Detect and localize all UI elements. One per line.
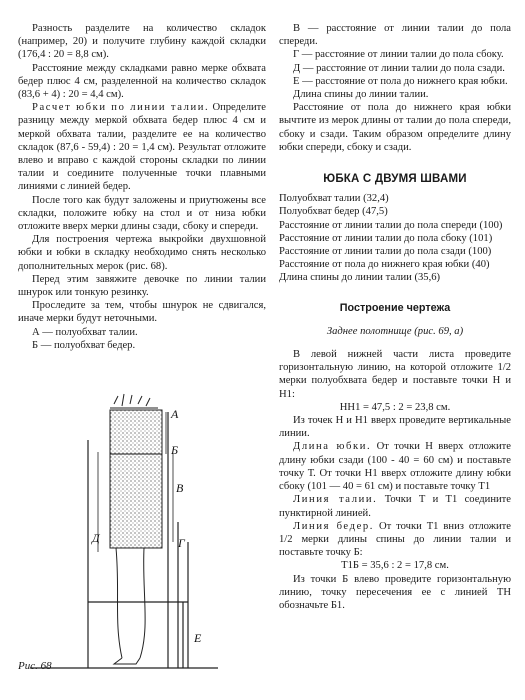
paragraph: Длина спины до линии талии.: [293, 89, 429, 101]
label-b: Б: [171, 443, 179, 457]
measurements-list: [279, 192, 511, 284]
measurement-item: Расстояние от линии талии до пола спереди (100): [279, 219, 503, 231]
paragraph: [279, 440, 511, 493]
left-column: [18, 22, 266, 352]
run-in-heading: Длина юбки.: [293, 441, 372, 453]
section-heading: ЮБКА С ДВУМЯ ШВАМИ: [323, 173, 467, 186]
paragraph: В — расстояние от линии талии до пола спереди.: [279, 23, 511, 48]
paragraph-text: Определите разницу между меркой обхвата бедер плюс 4 см и меркой обхвата талии, разделите ее на количество складок (87,6 - 59,4) : 20 = 1,4 см). Результат отложите влево и вправо с каждой стороны складки по линии талии и соедините полученные точки плавными линиями с линией бедер.: [18, 102, 266, 193]
paragraph: А — полуобхват талии.: [32, 326, 138, 338]
run-in-heading: Расчет юбки по линии талии.: [32, 102, 210, 114]
formula: НН1 = 47,5 : 2 = 23,8 см.: [339, 401, 451, 413]
paragraph: Г — расстояние от линии талии до пола сбоку.: [293, 49, 504, 61]
paragraph-text: От точки Т1 вниз отложите 1/2 мерки длины спины до линии талии и поставьте точку Б:: [279, 520, 511, 559]
label-a: А: [171, 407, 179, 421]
paragraph: [18, 101, 266, 193]
paragraph: [279, 493, 511, 519]
paragraph-text: Точки Т и Т1 соедините пунктирной линией.: [279, 494, 512, 519]
paragraph: Из точек Н и Н1 вверх проведите вертикальные линии.: [279, 415, 511, 440]
paragraph: Перед этим завяжите девочке по линии талии шнурок или тонкую резинку.: [18, 273, 266, 299]
measurement-item: Полуобхват бедер (47,5): [279, 206, 388, 218]
paragraph: [279, 520, 511, 560]
formula: Т1Б = 35,6 : 2 = 17,8 см.: [341, 560, 449, 572]
paragraph: Расстояние между складками равно мерке обхвата бедер плюс 4 см, разделенной на количество складок (83,6 + 4) : 20 = 4,4 см).: [18, 62, 266, 101]
paragraph: После того как будут заложены и приутюжены все складки, положите юбку на стол и от низа юбки отложите вверх мерки длины сзади, сбоку и спереди.: [18, 194, 266, 233]
right-column: [279, 22, 511, 612]
subsection-heading: Построение чертежа: [339, 301, 451, 314]
paragraph: Расстояние от пола до нижнего края юбки вычтите из мерок длины от талии до пола спереди, сбоку и сзади. Таким образом определите длину юбки спереди, сбоку и сзади.: [279, 102, 511, 153]
measurement-item: Расстояние от пола до нижнего края юбки (40): [279, 259, 490, 271]
paragraph: Б — полуобхват бедер.: [32, 339, 136, 351]
paragraph: Д — расстояние от линии талии до пола сзади.: [293, 62, 505, 74]
paragraph: В левой нижней части листа проведите горизонтальную линию, на которой отложите 1/2 мерки полуобхвата бедер и поставьте точки Н и Н1:: [279, 349, 511, 400]
measurement-item: Расстояние от линии талии до пола сзади (100): [279, 246, 492, 258]
skirt-shape: [110, 410, 162, 548]
paragraph: Разность разделите на количество складок (например, 20) и получите глубину каждой складки (176,4 : 20 = 8,8 см).: [18, 23, 266, 61]
paragraph: Проследите за тем, чтобы шнурок не сдвигался, иначе мерки будут неточными.: [18, 300, 266, 325]
label-d: Д: [92, 531, 100, 545]
paragraph: Из точки Б влево проведите горизонтальную линию, точку пересечения ее с линией ТН обозначьте Б1.: [279, 573, 511, 611]
label-e: Е: [194, 631, 202, 645]
measurement-item: Расстояние от линии талии до пола сбоку (101): [279, 232, 493, 244]
figure-caption: Рис. 68: [18, 660, 52, 672]
measurement-item: Полуобхват талии (32,4): [279, 193, 389, 205]
run-in-heading: Линия талии.: [293, 494, 378, 506]
run-in-heading: Линия бедер.: [293, 520, 375, 532]
label-g: Г: [178, 536, 185, 550]
subsection-subtitle: Заднее полотнище (рис. 69, а): [326, 325, 464, 337]
paragraph: Для построения чертежа выкройки двухшовной юбки и юбки в складку необходимо снять несколько дополнительных мерок (рис. 68).: [18, 234, 266, 272]
measurement-figure: [18, 392, 248, 682]
label-v: В: [176, 481, 184, 495]
legs: [114, 548, 145, 664]
paragraph-text: От точки Н вверх отложите длину юбки сзади (100 - 40 = 60 см) и поставьте точку Т. От точки Н1 вверх отложите длину юбки сбоку (101 — 40 = 61 см) и поставьте точку Т1: [279, 441, 511, 493]
figure-top: [110, 394, 158, 408]
paragraph: Е — расстояние от пола до нижнего края юбки.: [293, 75, 508, 87]
measurement-item: Длина спины до линии талии (35,6): [279, 272, 441, 284]
